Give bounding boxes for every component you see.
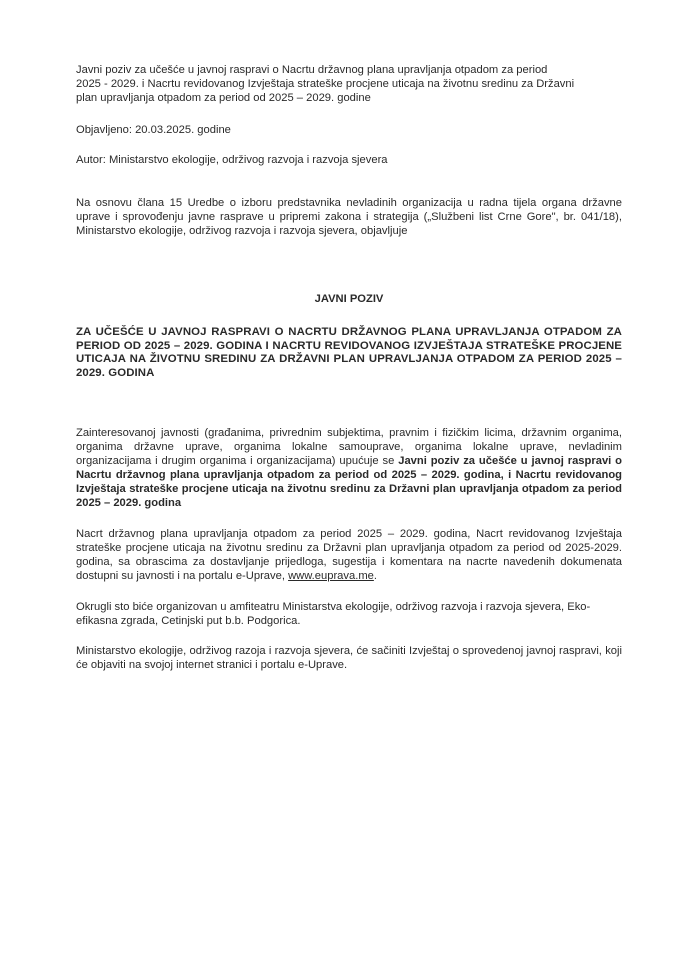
title-main: JAVNI POZIV (314, 293, 384, 305)
body-paragraph-4: Ministarstvo ekologije, održivog razoja i razvoja sjevera, će sačiniti Izvještaj o sprovedenoj javnoj raspravi, koji će objaviti na svojoj internet stranici i portalu e-Uprave. (76, 645, 622, 671)
body-paragraph-3: Okrugli sto biće organizovan u amfiteatru Ministarstva ekologije, održivog razvoja i razvoja sjevera, Eko-efikasna zgrada, Cetinjski put b.b. Podgorica. (76, 601, 591, 627)
author-line: Autor: Ministarstvo ekologije, održivog razvoja i razvoja sjevera (76, 154, 388, 166)
published-date: Objavljeno: 20.03.2025. godine (76, 124, 231, 136)
euprava-link[interactable]: www.euprava.me (288, 570, 374, 582)
title-subtitle: ZA UČEŠĆE U JAVNOJ RASPRAVI O NACRTU DRŽAVNOG PLANA UPRAVLJANJA OTPADOM ZA PERIOD OD 2025 – 2029. GODINA I NACRTU REVIDOVANOG IZVJEŠTAJA STRATEŠKE PROCJENE UTICAJA NA ŽIVOTNU SREDINU ZA DRŽAVNI PLAN UPRAVLJANJA OTPADOM ZA PERIOD 2025 – 2029. GODINA (76, 326, 622, 379)
body-paragraph-1 (76, 426, 622, 510)
header-line-3: plan upravljanja otpadom za period od 2025 – 2029. godine (76, 92, 371, 104)
body-paragraph-1-bold: Javni poziv za učešće u javnoj raspravi o Nacrtu državnog plana upravljanja otpadom za period od 2025 – 2029. godina, i Nacrtu revidovanog Izvještaja strateške procjene uticaja na životnu sredinu za Državni plan upravljanja otpadom za period 2025 – 2029. godina (76, 455, 623, 509)
header-line-1: Javni poziv za učešće u javnoj raspravi o Nacrtu državnog plana upravljanja otpadom za period (76, 64, 548, 76)
body-paragraph-2-text: Nacrt državnog plana upravljanja otpadom za period 2025 – 2029. godina, Nacrt revidovanog Izvještaja strateške procjene uticaja na životnu sredinu za Državni plan upravljanja otpadom za period od 2025-2029. godina, sa obrascima za dostavljanje prijedloga, sugestija i komentara na nacrte navedenih dokumenata dostupni su javnosti i na portalu e-Uprave, (76, 528, 622, 582)
header-block (76, 63, 622, 105)
body-paragraph-2-end: . (373, 570, 377, 582)
body-paragraph-2 (76, 527, 622, 583)
body-paragraph-1-text: Zainteresovanoj javnosti (građanima, privrednim subjektima, pravnim i fizičkim licima, državnim organima, organima državne uprave, organima lokalne samouprave, organima lokalne uprave, nevladinim organizacijama i drugim organima i organizacijama) upućuje se (76, 427, 622, 467)
intro-paragraph: Na osnovu člana 15 Uredbe o izboru predstavnika nevladinih organizacija u radna tijela organa državne uprave i sprovođenju javne rasprave u pripremi zakona i strategija („Službeni list Crne Gore", br. 041/18), Ministarstvo ekologije, održivog razvoja i razvoja sjevera, objavljuje (76, 197, 622, 237)
header-line-2: 2025 - 2029. i Nacrtu revidovanog Izvještaja strateške procjene uticaja na životnu sredinu za Državni (76, 78, 575, 90)
